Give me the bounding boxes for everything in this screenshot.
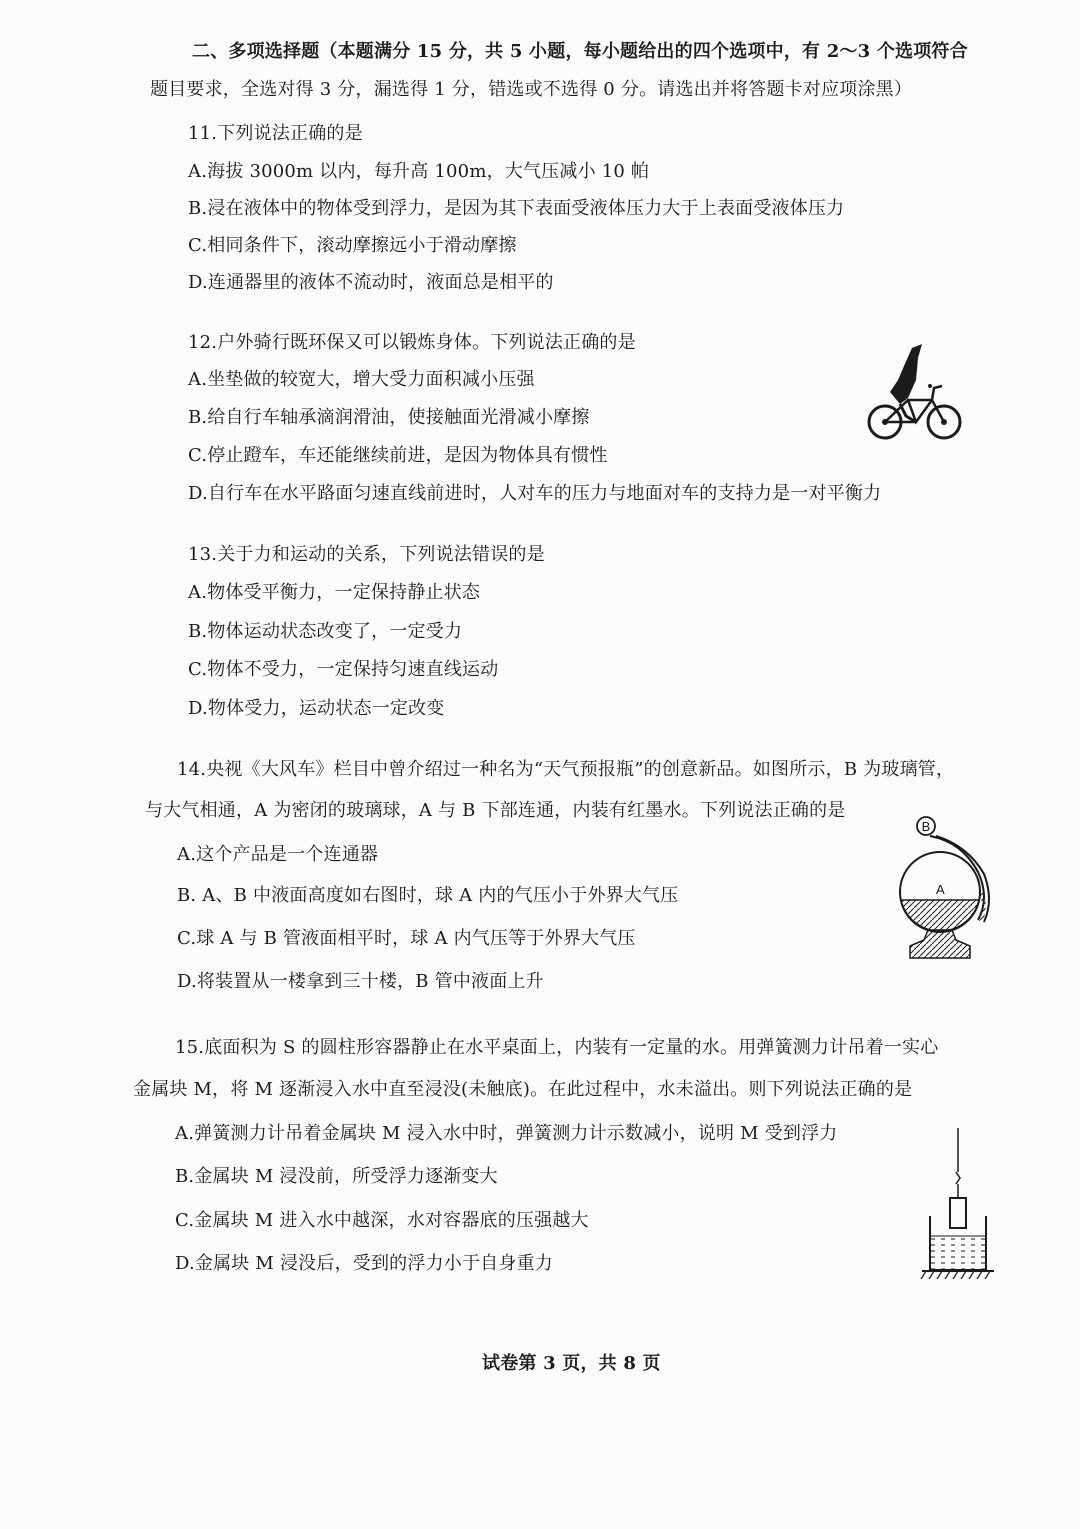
weather-flask-figure [890,812,1000,972]
section-intro-line-1: 二、多项选择题（本题满分 15 分，共 5 小题，每小题给出的四个选项中，有 2～3 个选项符合 [192,41,968,62]
question-14-option-d: D.将装置从一楼拿到三十楼，B 管中液面上升 [177,971,544,992]
question-12-option-a: A.坐垫做的较宽大，增大受力面积减小压强 [188,369,535,390]
question-12-option-c: C.停止蹬车，车还能继续前进，是因为物体具有惯性 [188,445,608,466]
question-12-option-d: D.自行车在水平路面匀速直线前进时，人对车的压力与地面对车的支持力是一对平衡力 [188,483,882,504]
question-15-stem-line-1: 15.底面积为 S 的圆柱形容器静止在水平桌面上，内装有一定量的水。用弹簧测力计吊着一实心 [175,1037,939,1058]
question-15-stem-line-2: 金属块 M，将 M 逐渐浸入水中直至浸没(未触底)。在此过程中，水未溢出。则下列说法正确的是 [133,1079,913,1100]
question-14-stem-line-2: 与大气相通，A 为密闭的玻璃球，A 与 B 下部连通，内装有红墨水。下列说法正确的是 [145,800,846,821]
question-15-option-a: A.弹簧测力计吊着金属块 M 浸入水中时，弹簧测力计示数减小，说明 M 受到浮力 [175,1123,838,1144]
question-12-option-b: B.给自行车轴承滴润滑油，使接触面光滑减小摩擦 [188,407,590,428]
question-13-stem: 13.关于力和运动的关系，下列说法错误的是 [188,544,545,565]
page-footer: 试卷第 3 页，共 8 页 [482,1353,661,1374]
question-13-option-a: A.物体受平衡力，一定保持静止状态 [188,582,481,603]
question-11-option-d: D.连通器里的液体不流动时，液面总是相平的 [188,272,554,293]
cyclist-figure [860,340,970,445]
question-13-option-b: B.物体运动状态改变了，一定受力 [188,621,463,642]
question-14-option-b: B. A、B 中液面高度如右图时，球 A 内的气压小于外界大气压 [177,885,679,906]
question-14-option-a: A.这个产品是一个连通器 [177,844,379,865]
question-13-option-d: D.物体受力，运动状态一定改变 [188,698,445,719]
question-11-option-c: C.相同条件下，滚动摩擦远小于滑动摩擦 [188,235,517,256]
question-11-option-b: B.浸在液体中的物体受到浮力，是因为其下表面受液体压力大于上表面受液体压力 [188,198,845,219]
flask-label-b: B [921,819,931,834]
question-14-stem-line-1: 14.央视《大风车》栏目中曾介绍过一种名为“天气预报瓶”的创意新品。如图所示，B 为玻璃管， [177,759,955,780]
section-intro-line-2: 题目要求，全选对得 3 分，漏选得 1 分，错选或不选得 0 分。请选出并将答题卡对应项涂黑） [150,79,913,100]
question-15-option-b: B.金属块 M 浸没前，所受浮力逐渐变大 [175,1166,498,1187]
question-13-option-c: C.物体不受力，一定保持匀速直线运动 [188,659,499,680]
flask-label-a: A [936,882,945,897]
spring-scale-container-figure [920,1128,1000,1284]
question-11-option-a: A.海拔 3000m 以内，每升高 100m，大气压减小 10 帕 [188,161,650,182]
question-15-option-d: D.金属块 M 浸没后，受到的浮力小于自身重力 [175,1253,553,1274]
question-11-stem: 11.下列说法正确的是 [188,123,363,144]
question-12-stem: 12.户外骑行既环保又可以锻炼身体。下列说法正确的是 [188,332,636,353]
question-15-option-c: C.金属块 M 进入水中越深，水对容器底的压强越大 [175,1210,589,1231]
question-14-option-c: C.球 A 与 B 管液面相平时，球 A 内气压等于外界大气压 [177,928,636,949]
